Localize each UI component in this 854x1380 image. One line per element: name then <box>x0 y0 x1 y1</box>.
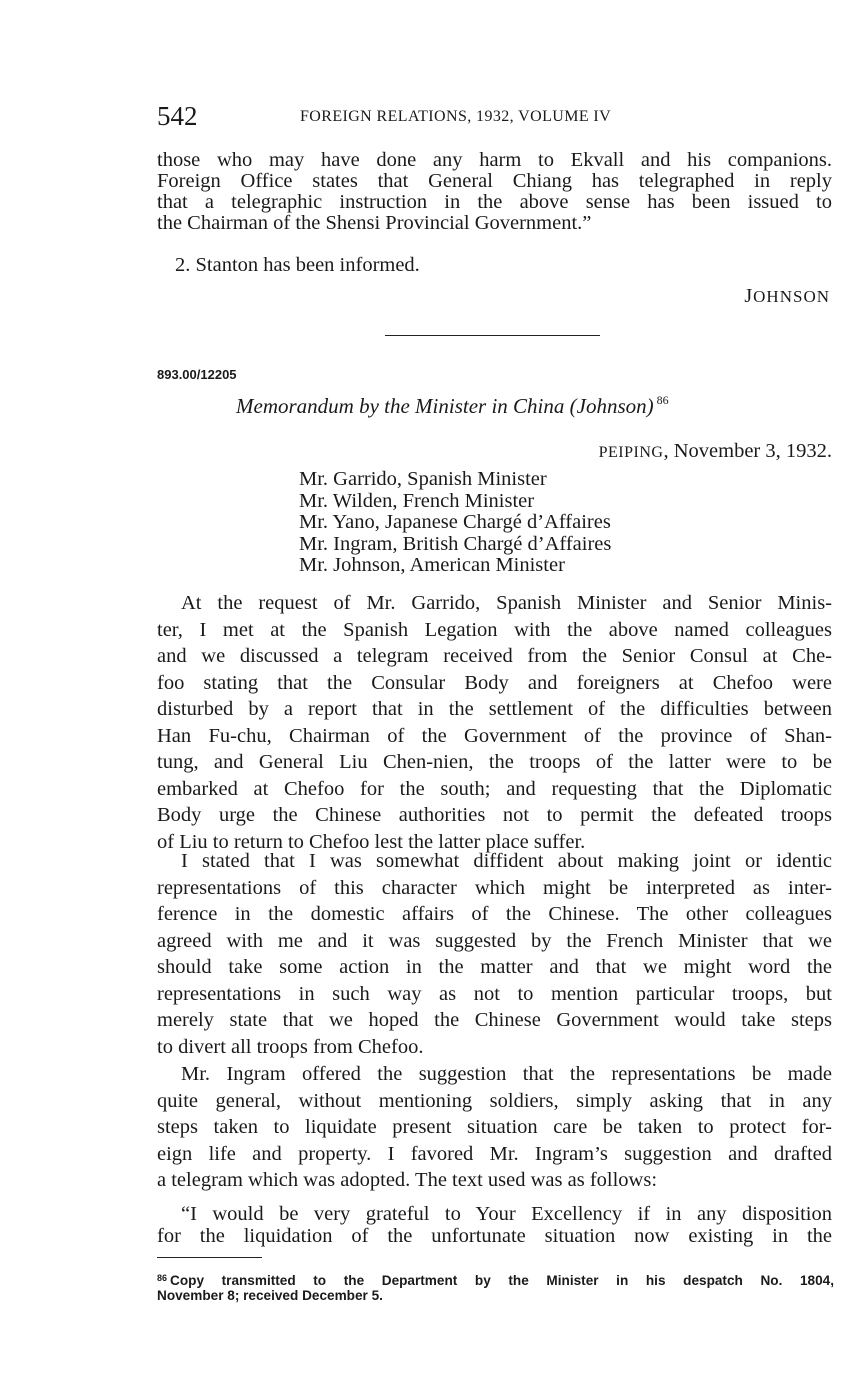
paragraph-2 <box>157 850 832 1058</box>
text-line: eign life and property. I favored Mr. Ingram’s suggestion and drafted <box>157 1142 832 1165</box>
file-number: 893.00/12205 <box>157 367 237 382</box>
footnote <box>157 1269 834 1305</box>
text-line: ference in the domestic affairs of the Chinese. The other colleagues <box>157 903 832 925</box>
text-line: Body urge the Chinese authorities not to permit the defeated troops <box>157 804 832 826</box>
text-line: ter, I met at the Spanish Legation with the above named colleagues <box>157 618 832 641</box>
text-line: Mr. Ingram offered the suggestion that the representations be made <box>181 1063 832 1085</box>
memo-title <box>236 393 669 419</box>
text-line: foo stating that the Consular Body and foreigners at Chefoo were <box>157 671 832 694</box>
attendee: Mr. Wilden, French Minister <box>299 489 535 512</box>
footnote-reference: 86 <box>656 393 669 407</box>
section-divider <box>385 335 600 336</box>
text-line: I stated that I was somewhat diffident about making joint or identic <box>181 850 832 872</box>
signature-initial: J <box>744 285 754 307</box>
attendee-list <box>299 469 611 577</box>
text-line: Han Fu-chu, Chairman of the Government of the province of Shan- <box>157 724 832 747</box>
text-line: and we discussed a telegram received from the Senior Consul at Che- <box>157 645 832 667</box>
text-line: representations in such way as not to mention particular troops, but <box>157 982 832 1005</box>
text-line: the Chairman of the Shensi Provincial Government.” <box>157 212 592 234</box>
opening-quote <box>157 150 832 234</box>
memo-title-text: Memorandum by the Minister in China (Johnson) <box>236 394 654 418</box>
text-line: embarked at Chefoo for the south; and requesting that the Diplomatic <box>157 777 832 800</box>
attendee: Mr. Ingram, British Chargé d’Affaires <box>299 532 612 555</box>
text-line: “I would be very grateful to Your Excellency if in any disposition <box>181 1203 832 1225</box>
footnote-line <box>157 1269 834 1287</box>
place-date <box>599 440 832 463</box>
signature-rest: OHNSON <box>753 287 830 306</box>
footnote-rule <box>157 1257 262 1258</box>
text-line: that a telegraphic instruction in the above sense has been issued to <box>157 191 832 213</box>
text-line: merely state that we hoped the Chinese Government would take steps <box>157 1009 832 1031</box>
running-title: FOREIGN RELATIONS, 1932, VOLUME IV <box>300 108 612 125</box>
text-line: steps taken to liquidate present situation care be taken to protect for- <box>157 1116 832 1138</box>
telegram-quote <box>157 1203 832 1247</box>
text-line: should take some action in the matter and that we might word the <box>157 956 832 978</box>
text-line: a telegram which was adopted. The text used was as follows: <box>157 1169 658 1191</box>
footnote-marker: 86 <box>157 1273 168 1283</box>
attendee: Mr. Johnson, American Minister <box>299 554 565 576</box>
text-line: of Liu to return to Chefoo lest the latter place suffer. <box>157 830 586 853</box>
text-line: quite general, without mentioning soldiers, simply asking that in any <box>157 1089 832 1112</box>
paragraph-3 <box>157 1063 832 1191</box>
paragraph-1 <box>157 592 832 853</box>
signature <box>744 285 830 308</box>
text-line: Foreign Office states that General Chiang has telegraphed in reply <box>157 170 832 192</box>
attendee: Mr. Garrido, Spanish Minister <box>299 468 547 490</box>
page-number: 542 <box>157 101 198 131</box>
text-line: At the request of Mr. Garrido, Spanish Minister and Senior Minis- <box>181 592 832 614</box>
text-line: for the liquidation of the unfortunate situation now existing in the <box>157 1225 832 1247</box>
footnote-line: November 8; received December 5. <box>157 1288 383 1303</box>
text-line: tung, and General Liu Chen-nien, the troops of the latter were to be <box>157 751 832 773</box>
text-line: disturbed by a report that in the settlement of the difficulties between <box>157 698 832 720</box>
date: , November 3, 1932. <box>663 440 832 462</box>
numbered-item: 2. Stanton has been informed. <box>175 254 420 276</box>
attendee: Mr. Yano, Japanese Chargé d’Affaires <box>299 511 611 533</box>
text-line: agreed with me and it was suggested by the French Minister that we <box>157 929 832 952</box>
text-line: those who may have done any harm to Ekvall and his companions. <box>157 149 832 171</box>
footnote-text: Copy transmitted to the Department by the Minister in his despatch No. 1804, <box>170 1273 834 1288</box>
text-line: representations of this character which might be interpreted as inter- <box>157 876 832 899</box>
text-line: to divert all troops from Chefoo. <box>157 1035 424 1058</box>
place: PEIPING <box>598 444 664 461</box>
